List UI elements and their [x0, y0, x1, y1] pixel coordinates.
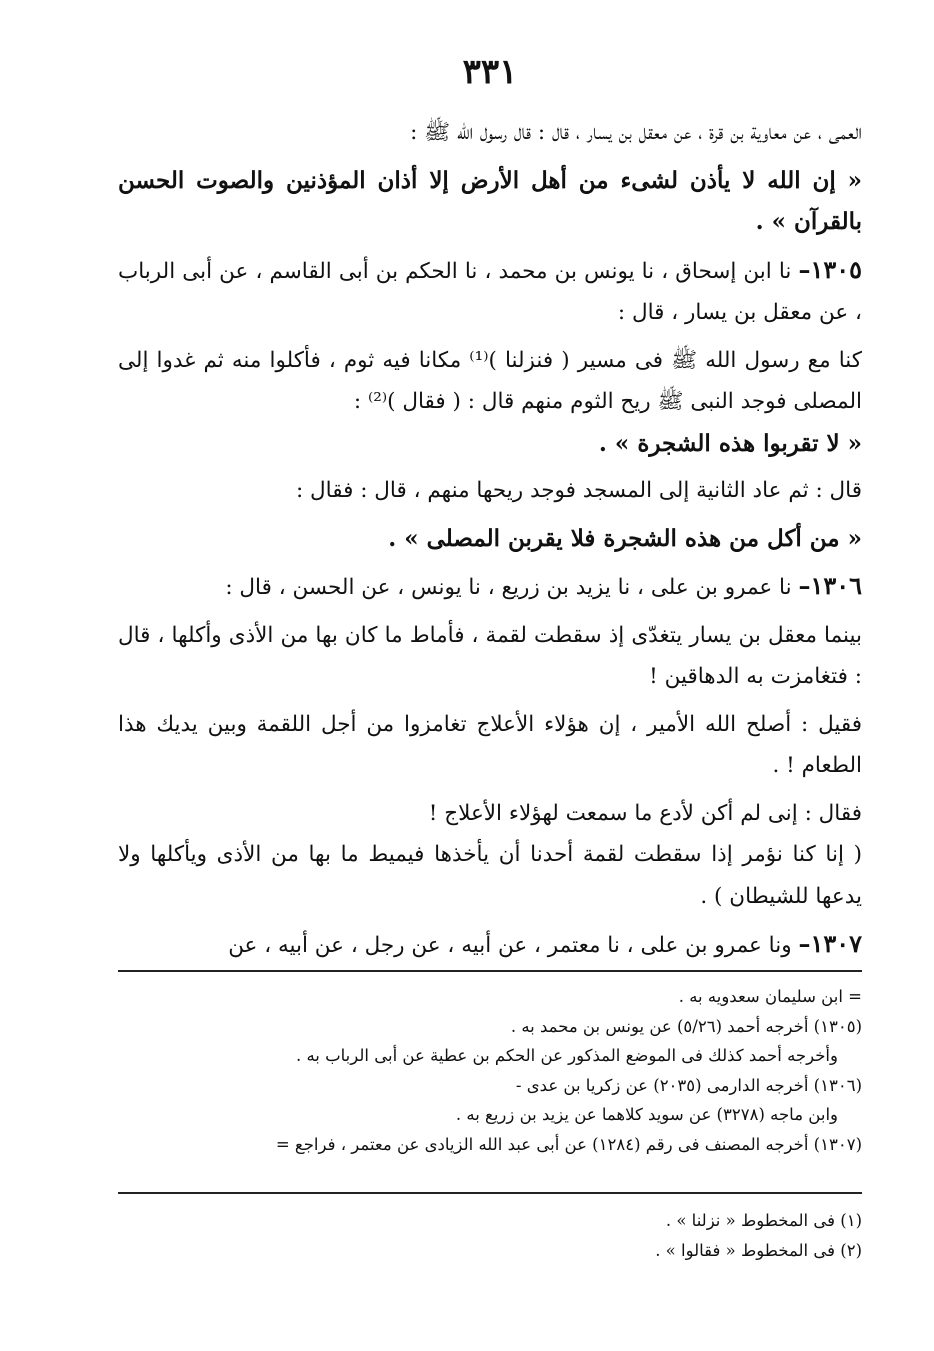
footnote-line: (١٣٠٦) أخرجه الدارمى (٢٠٣٥) عن زكريا بن عدى -: [515, 1075, 862, 1095]
hadith-text: « لا تقربوا هذه الشجرة » .: [598, 429, 862, 457]
book-page: [118, 0, 862, 1351]
hadith-number: ١٣٠٧–: [798, 929, 862, 958]
isnad-text: نا ابن إسحاق ، نا يونس بن محمد ، نا الحكم بن أبى القاسم ، عن أبى الرباب ، عن معقل بن يسار ، قال :: [118, 258, 862, 325]
text-line: فقال : إنى لم أكن لأدع ما سمعت لهؤلاء الأعلاج !: [428, 800, 862, 826]
hadith-text: « إن الله لا يأذن لشىء من أهل الأرض إلا أذان المؤذنين والصوت الحسن بالقرآن » .: [118, 166, 862, 235]
footnote-line: (٢) فى المخطوط « فقالوا » .: [655, 1241, 862, 1260]
footnote-line: (١) فى المخطوط « نزلنا » .: [665, 1211, 862, 1230]
hadith-number: ١٣٠٦–: [798, 571, 862, 600]
footnote-line: وابن ماجه (٣٢٧٨) عن سويد كلاهما عن يزيد بن زريع به .: [455, 1105, 838, 1124]
numbered-paragraph: [118, 249, 862, 334]
takhrij-footnotes: [118, 982, 862, 1159]
footnote-line: (١٣٠٥) أخرجه أحمد (٥/٢٦) عن يونس بن محمد به .: [510, 1016, 862, 1036]
numbered-paragraph: [118, 565, 862, 609]
text-line: العمى ، عن معاوية بن قرة ، عن معقل بن يسار ، قال : قال رسول الله ﷺ :: [410, 120, 862, 145]
text-line: قال : ثم عاد الثانية إلى المسجد فوجد ريحها منهم ، قال : فقال :: [295, 478, 862, 503]
text-line: فقيل : أصلح الله الأمير ، إن هؤلاء الأعلاج تغامزوا من أجل اللقمة وبين يديك هذا الطعام ! .: [118, 711, 862, 778]
hadith-text: « من أكل من هذه الشجرة فلا يقربن المصلى » .: [388, 524, 862, 552]
footnote-line: (١٣٠٧) أخرجه المصنف فى رقم (١٢٨٤) عن أبى عبد الله الزيادى عن معتمر ، فراجع =: [275, 1134, 862, 1154]
numbered-paragraph: [118, 923, 862, 967]
footnote-line: = ابن سليمان سعدويه به .: [678, 987, 862, 1006]
footnote-divider: [118, 970, 862, 972]
text-line: ( إنا كنا نؤمر إذا سقطت لقمة أحدنا أن يأخذها فيميط ما بها من الأذى ويأكلها ولا يدعها للشيطان ) .: [118, 842, 862, 909]
isnad-text: نا عمرو بن على ، نا يزيد بن زريع ، نا يونس ، عن الحسن ، قال :: [225, 575, 792, 600]
footnote-line: وأخرجه أحمد كذلك فى الموضع المذكور عن الحكم بن عطية عن أبى الرباب به .: [295, 1046, 838, 1065]
hadith-number: ١٣٠٥–: [798, 254, 862, 284]
footnote-divider: [118, 1192, 862, 1194]
text-line: بينما معقل بن يسار يتغدّى إذ سقطت لقمة ، فأماط ما كان بها من الأذى وأكلها ، قال : فتغامزت به الدهاقين !: [118, 622, 862, 689]
text-line: كنا مع رسول الله ﷺ فى مسير ( فنزلنا )⁽¹⁾ مكانا فيه ثوم ، فأكلوا منه ثم غدوا إلى المصلى فوجد النبى ﷺ ريح الثوم منهم قال : ( فقال )⁽²⁾ :: [118, 347, 862, 414]
main-text: [118, 112, 862, 967]
page-number: ٣٣١: [462, 52, 518, 92]
manuscript-footnotes: [118, 1206, 862, 1266]
isnad-text: ونا عمرو بن على ، نا معتمر ، عن أبيه ، عن رجل ، عن أبيه ، عن: [228, 933, 792, 958]
